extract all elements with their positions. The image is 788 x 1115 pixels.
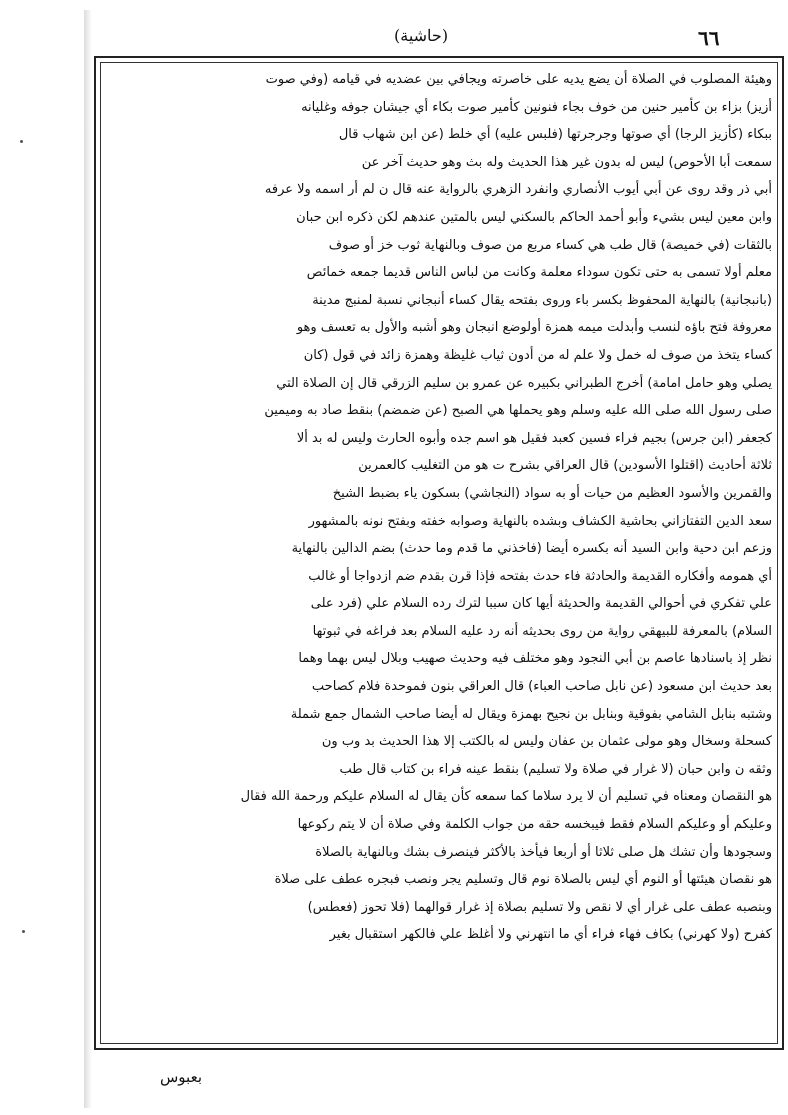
text-line: ببكاء (كأزيز الرجا) أي صوتها وجرجرتها (فلبس عليه) أي خلط (عن ابن شهاب قال [338,127,772,143]
text-line: (بانبجانية) بالنهاية المحفوظ بكسر باء وروى بفتحه يقال كساء أنبجاني نسبة لمنبج مدينة [312,292,772,308]
text-line: وعليكم أو وعليكم السلام فقط فيبخسه حقه من جواب الكلمة وفي صلاة أن لا يتم ركوعها [297,817,772,833]
text-line: ثلاثة أحاديث (اقتلوا الأسودين) قال العراقي بشرح ت هو من التغليب كالعمرين [358,458,772,474]
text-line: سمعت أبا الأحوص) ليس له بدون غير هذا الحديث وله بث وهو حديث آخر عن [361,154,772,170]
text-line: والقمرين والأسود العظيم من حيات أو به سواد (النجاشي) بسكون ياء بضبط الشيخ [332,485,772,501]
text-line: كجعفر (ابن جرس) بجيم فراء فسين كعبد فقيل هو اسم جده وأبوه الحارث وليس له بد ألا [296,430,772,446]
scan-speck [20,140,23,143]
catchword: بعبوس [160,1068,202,1086]
text-line: يصلي وهو حامل امامة) أخرج الطبراني بكبيره عن عمرو بن سليم الزرقي قال إن الصلاة التي [276,375,772,391]
text-line: علي تفكري في أحوالي القديمة والحديثة أيها كان سببا لترك رده السلام علي (فرد على [310,596,772,612]
text-line: وابن معين ليس بشيء وأبو أحمد الحاكم بالسكني ليس بالمتين عندهم لكن ذكره ابن حبان [296,209,772,225]
text-line: أبي ذر وقد روى عن أبي أيوب الأنصاري وانفرد الزهري بالرواية عنه قال ن لم أر اسمه ولا عرفه [264,182,772,198]
scan-edge [84,10,92,1108]
text-line: كسحلة وسخال وهو مولى عثمان بن عفان وليس له بالكتب إلا هذا الحديث بد وب ون [321,734,772,750]
text-line: وهيئة المصلوب في الصلاة أن يضع يديه على خاصرته ويجافي بين عضديه في قيامه (وفي صوت [265,72,772,87]
page-number: ٦٦ [698,26,720,50]
text-line: بالثقات (في خميصة) قال طب هي كساء مربع من صوف وبالنهاية ثوب خز أو صوف [328,237,772,253]
text-line: معروفة فتح باؤه لنسب وأبدلت ميمه همزة أولوضع انبجان وهو أشبه والأول به تعسف وهو [296,320,772,336]
text-line: هو النقصان ومعناه في تسليم أن لا يرد سلاما كما سمعه كأن يقال له السلام عليكم ورحمة الله فقال [240,789,772,805]
text-line: بعد حديث ابن مسعود (عن نابل صاحب العباء) قال العراقي بنون فموحدة فلام كصاحب [311,679,772,695]
scan-speck [22,930,25,933]
text-line: سعد الدين التفتازاني بحاشية الكشاف وبشده بالنهاية وصوابه خفته وبفتح نونه بالمشهور [308,513,772,529]
text-line: كساء يتخذ من صوف له خمل ولا علم له من أدون ثياب غليظة وهمزة زائد في قول (كان [303,347,772,363]
text-line: نظر إذ باسنادها عاصم بن أبي النجود وهو مختلف فيه وحديث صهيب وبلال ليس بهما وهما [298,651,772,667]
page-header [94,14,784,60]
text-line: معلم أولا تسمى به حتى تكون سوداء معلمة وكانت من لباس الناس قديما جمعه خمائص [306,265,772,281]
text-line: أي همومه وأفكاره القديمة والحادثة فاء حدث بفتحه فإذا قرن بقدم ضم ازدواجا أو غالب [308,568,772,584]
header-title: (حاشية) [394,26,449,45]
text-line: وسجودها وأن تشك هل صلى ثلاثا أو أربعا فيأخذ بالأكثر فينصرف بشك وبالنهاية بالصلاة [315,844,772,860]
text-line: وثقه ن وابن حبان (لا غرار في صلاة ولا تسليم) بنقط عينه فراء بن كتاب قال طب [339,761,772,777]
commentary-text [106,66,772,949]
text-line: هو نقصان هيئتها أو النوم أي ليس بالصلاة نوم قال وتسليم يجر ونصب فبجره عطف على صلاة [274,872,772,888]
text-line: وبنصبه عطف على غرار أي لا نقص ولا تسليم بصلاة إذ غرار قوالهما (فلا تحوز (فعطس) [307,899,772,915]
text-line: أزيز) بزاء بن كأمير حنين من خوف بجاء فنونين كأمير صوت بكاء أي جيشان جوفه وغليانه [301,99,772,115]
text-frame [94,56,784,1050]
text-line: صلى رسول الله صلى الله عليه وسلم وهو يحملها هي الصبح (عن ضمضم) بنقط صاد به وميمين [264,403,772,419]
text-line: وشتبه بنابل الشامي بفوقية وبنابل بن نجيح بهمزة ويقال له أيضا صاحب الشمال جمع شملة [290,706,772,722]
text-line: السلام) بالمعرفة للبيهقي رواية من روى بحديثه أنه رد عليه السلام بعد فراغه في ثبوتها [312,623,772,639]
text-line: كفرح (ولا كهرني) بكاف فهاء فراء أي ما انتهرني ولا أغلظ علي فالكهر استقبال بغير [329,927,772,943]
text-line: وزعم ابن دحية وابن السيد أنه بكسره أيضا (فاخذني ما قدم وما حدث) بضم الدالين بالنهاية [291,541,772,557]
